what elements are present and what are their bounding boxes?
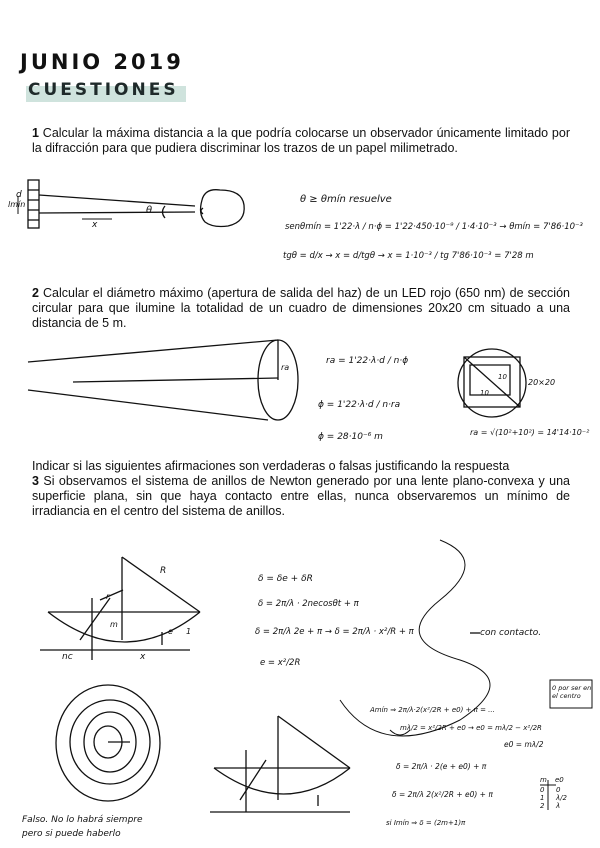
q3-arrow-text: con contacto. (480, 628, 542, 638)
q3-note-8: δ = 2π/λ · 2(e + e0) + π (396, 762, 487, 771)
q3-note-4: e = x²/2R (260, 658, 301, 668)
q1-note-1: θ ≥ θmín resuelve (300, 194, 392, 205)
q3-diagram-bottom (210, 716, 350, 812)
q3-table-row-0-e0: 0 (556, 786, 561, 794)
q2-note-4: ra = √(10²+10²) = 14'14·10⁻² (470, 428, 590, 437)
question-1-number: 1 (32, 126, 39, 140)
q2-note-2: ϕ = 1'22·λ·d / n·ra (318, 400, 401, 410)
question-2-number: 2 (32, 286, 39, 300)
q2-diagram (28, 340, 526, 420)
q3-note-3: δ = 2π/λ 2e + π → δ = 2π/λ · x²/R + π (255, 627, 414, 637)
q3-note-10: si Imín ⇒ δ = (2m+1)π (386, 819, 466, 827)
q1-label-d: d (16, 190, 22, 200)
q1-label-x: x (92, 220, 98, 230)
q3-note-5: Amín ⇒ 2π/λ·2(x²/2R + e0) + π = ... (370, 706, 495, 714)
page-subtitle: CUESTIONES (28, 80, 179, 100)
q1-note-3: tgθ = d/x → x = d/tgθ → x = 1·10⁻³ / tg 7'86·10⁻³ = 7'28 m (283, 251, 534, 261)
q3-note-1: δ = δe + δR (258, 574, 313, 584)
question-3-number: 3 (32, 474, 39, 488)
question-3-text: Si observamos el sistema de anillos de Newton generado por una lente plano-convexa y una superficie plana, sin que haya contacto entre ellas, nunca observaremos un mínimo de irradiancia en el centro del sistema de anillos. (32, 474, 570, 518)
q3-table-head-m: m (540, 776, 547, 784)
q2-label-ra: ra (281, 363, 290, 372)
q1-label-theta: θ (146, 205, 153, 216)
q3-table-row-2-m: 2 (540, 802, 545, 810)
q3-label-x: x (140, 652, 146, 662)
q3-conclusion-2: pero si puede haberlo (22, 829, 121, 839)
q3-note-9: δ = 2π/λ 2(x²/2R + e0) + π (392, 790, 493, 799)
q1-diagram (18, 180, 244, 228)
page-title: JUNIO 2019 (20, 50, 184, 74)
q3-note-7: e0 = mλ/2 (504, 740, 544, 749)
q1-note-2: senθmín = 1'22·λ / n·ϕ = 1'22·450·10⁻⁹ / 1·4·10⁻³ → θmín = 7'86·10⁻³ (285, 222, 583, 232)
q3-table-row-2-e0: λ (556, 802, 561, 810)
q3-table-row-0-m: 0 (540, 786, 545, 794)
q3-label-r: r (106, 592, 110, 601)
q3-label-R: R (160, 566, 167, 576)
q2-note-3: ϕ = 28·10⁻⁶ m (318, 432, 383, 442)
q3-note-2: δ = 2π/λ · 2necosθt + π (258, 599, 359, 609)
question-3-intro: Indicar si las siguientes afirmaciones son verdaderas o falsas justificando la respuesta (32, 459, 510, 473)
q3-rings (56, 685, 160, 801)
q3-table-row-1-e0: λ/2 (556, 794, 567, 802)
question-2-text: Calcular el diámetro máximo (apertura de salida del haz) de un LED rojo (650 nm) de sección circular para que ilumine la totalidad de un cuadro de dimensiones 20x20 cm situado a una distancia de 5 m. (32, 286, 570, 330)
q3-label-one: 1 (186, 627, 192, 636)
q3-label-e: e (168, 627, 173, 636)
q3-side-note: 0 por ser en el centro (552, 684, 592, 700)
q2-note-1: ra = 1'22·λ·d / n·ϕ (326, 356, 409, 366)
q3-label-nc: nc (62, 652, 73, 662)
q2-box-size: 20×20 (528, 378, 556, 387)
q3-label-m: m (110, 620, 118, 629)
question-1-text: Calcular la máxima distancia a la que podría colocarse un observador únicamente limitado por la difracción para que pudiera discriminar los trazos de un papel milimetrado. (32, 126, 570, 155)
q2-box-10a: 10 (498, 373, 507, 381)
q3-table-head-e0: e0 (555, 776, 564, 784)
q3-table-row-1-m: 1 (540, 794, 545, 802)
q3-diagram-top (40, 557, 200, 660)
q2-box-10b: 10 (480, 389, 489, 397)
q1-label-lmin: lmín (8, 200, 26, 209)
q3-conclusion-1: Falso. No lo habrá siempre (22, 815, 143, 825)
q3-note-6: mλ/2 = x²/2R + e0 → e0 = mλ/2 − x²/2R (400, 724, 542, 732)
